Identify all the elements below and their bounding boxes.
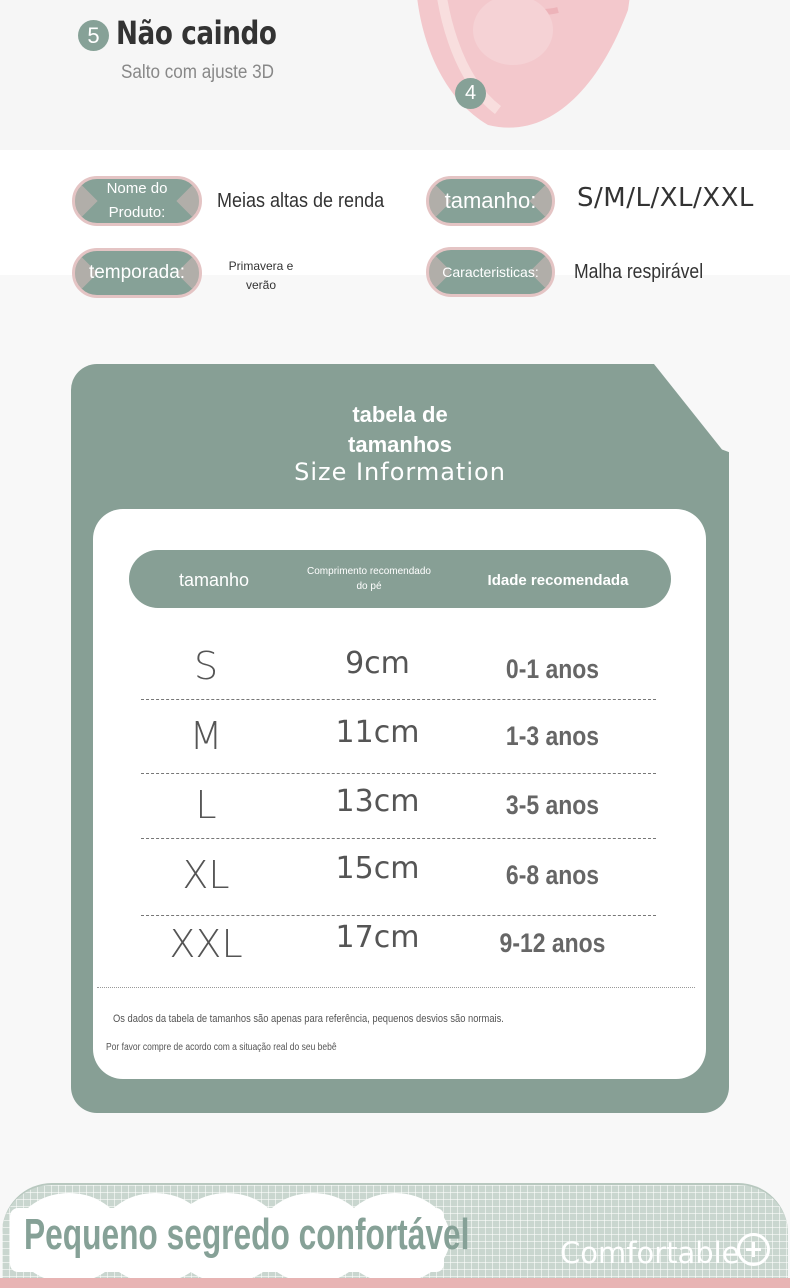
season-label: temporada: <box>72 248 202 298</box>
feature-number: 5 <box>78 20 109 51</box>
table-row-size: M <box>189 714 223 758</box>
table-row-length: 9cm <box>345 646 410 681</box>
table-row-length: 15cm <box>335 851 420 886</box>
features-label: Caracteristicas: <box>426 247 555 297</box>
table-row-size: XXL <box>169 922 243 966</box>
table-row-length: 13cm <box>335 784 420 819</box>
image-badge: 4 <box>455 78 486 109</box>
feature-title: Não caindo <box>116 14 277 52</box>
header-age: Idade recomendada <box>487 572 629 589</box>
feature-subtitle: Salto com ajuste 3D <box>121 62 275 83</box>
banner-title: Pequeno segredo confortável <box>24 1210 470 1259</box>
chart-title-line1: tabela de <box>352 402 448 427</box>
row-divider <box>141 915 656 916</box>
feature-section <box>0 0 790 150</box>
table-row-length: 17cm <box>335 920 420 955</box>
notes-divider <box>97 987 695 988</box>
table-row-age: 6-8 anos <box>505 860 600 890</box>
table-row-age: 9-12 anos <box>499 928 606 958</box>
size-value: S/M/L/XL/XXL <box>577 183 754 213</box>
table-row-age: 3-5 anos <box>505 790 600 820</box>
row-divider <box>141 773 656 774</box>
header-size: tamanho <box>178 570 250 590</box>
chart-title-line2: tamanhos <box>348 432 452 457</box>
row-divider <box>141 838 656 839</box>
chart-title-en: Size Information <box>294 458 506 486</box>
season-value: Primavera e verão <box>228 259 294 292</box>
size-note-1: Os dados da tabela de tamanhos são apenas para referência, pequenos desvios são normais. <box>113 1013 504 1025</box>
table-row-length: 11cm <box>335 715 420 750</box>
table-row-size: L <box>195 783 217 827</box>
product-name-label: Nome do Produto: <box>72 176 202 226</box>
table-header <box>129 550 671 608</box>
size-label: tamanho: <box>426 176 555 226</box>
product-name-value: Meias altas de renda <box>217 190 385 212</box>
table-row-age: 1-3 anos <box>505 721 600 751</box>
banner-subtitle: Comfortable <box>560 1236 740 1270</box>
sock-image <box>398 0 648 130</box>
features-value: Malha respirável <box>574 261 704 283</box>
row-divider <box>141 699 656 700</box>
table-row-size: XL <box>182 853 230 897</box>
plus-icon <box>737 1233 770 1266</box>
pink-footer-strip <box>0 1278 790 1288</box>
table-row-age: 0-1 anos <box>505 654 600 684</box>
size-note-2: Por favor compre de acordo com a situação real do seu bebê <box>106 1042 337 1053</box>
header-length: Comprimento recomendado do pé <box>307 566 431 592</box>
table-row-size: S <box>193 644 219 688</box>
